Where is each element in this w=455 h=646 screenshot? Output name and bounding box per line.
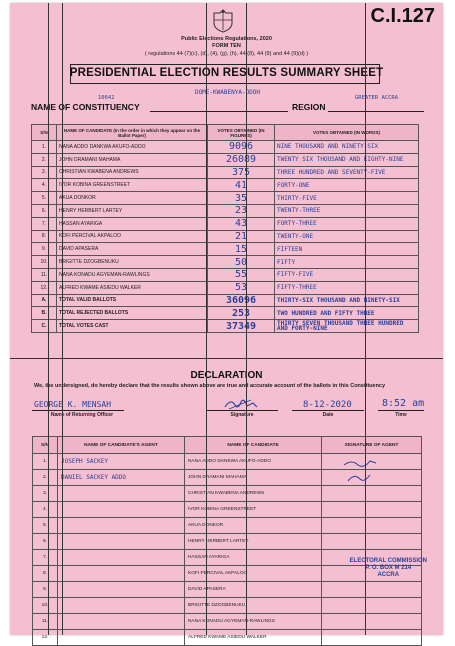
result-sn: 4. [32,179,57,192]
result-row [32,179,419,192]
agent-sn: 8. [33,566,58,582]
total-row [32,307,419,320]
result-words: FIFTY-FIVE [275,268,419,281]
agent-candidate: BRIGITTE DZOGBENUKU [185,598,322,614]
agent-name [58,582,185,598]
result-words: FIFTY [275,256,419,269]
col-agent-signature: SIGNATURE OF AGENT [322,437,422,454]
result-words: FORTY-ONE [275,179,419,192]
signature-label: Signature [230,412,254,418]
constituency-value: DOME-KWABENYA-ODOH [195,89,261,96]
col-candidate-name: NAME OF CANDIDATE (In the order in which they appear on the Ballot Paper) [57,125,208,141]
result-figures: 53 [208,281,275,294]
result-row [32,153,419,166]
result-candidate: JOHN DRAMANI MAHAMA [57,153,208,166]
agent-candidate: NANA ADDO DANKWA AKUFO-ADDO [185,454,322,470]
total-row [32,294,419,307]
regulations-title: Public Elections Regulations, 2020 [181,36,272,42]
result-row [32,243,419,256]
result-words: NINE THOUSAND AND NINETY-SIX [275,141,419,154]
agent-sn: 10. [33,598,58,614]
agent-row [33,582,422,598]
agent-candidate: JOHN DRAMANI MAHAMA [185,470,322,486]
result-words: THIRTY-FIVE [275,192,419,205]
form-code: C.I.127 [370,5,435,27]
result-row [32,217,419,230]
result-sn: 6. [32,204,57,217]
agent-signature-cell [322,630,422,646]
result-words: TWENTY-ONE [275,230,419,243]
results-summary-sheet [10,3,443,640]
agent-sn: 6. [33,534,58,550]
agent-sn: 2. [33,470,58,486]
result-words: THREE HUNDRED AND SEVENTY-FIVE [275,166,419,179]
agent-name [58,598,185,614]
agent-row [33,486,422,502]
total-figures: 253 [208,307,275,320]
declaration-time: 8:52 am [382,398,425,409]
result-candidate: ALFRED KWAME ASIEDU WALKER [57,281,208,294]
result-row [32,268,419,281]
result-figures: 26089 [208,153,275,166]
declaration-text: We, the undersigned, do hereby declare that the results shown above are true and accurate account of the ballots in this Constituency [34,383,386,389]
agent-name [58,502,185,518]
time-underline [378,410,424,411]
result-candidate: AKUA DONKOR [57,192,208,205]
agent-name: JOSEPH SACKEY [58,454,185,470]
result-sn: 1. [32,141,57,154]
agent-candidate: CHRISTIAN KWABENA ANDREWS [185,486,322,502]
fold-line-5 [365,3,366,635]
result-words: FIFTY-THREE [275,281,419,294]
agent-candidate: HASSAN AYARIGA [185,550,322,566]
constituency-code: 10642 [98,95,115,101]
agent-sn: 11. [33,614,58,630]
total-label: TOTAL VALID BALLOTS [57,294,208,307]
agent-signature-cell [322,582,422,598]
result-row [32,192,419,205]
agent-sn: 7. [33,550,58,566]
col-votes-figures: VOTES OBTAINED (IN FIGURES) [208,125,275,141]
result-figures: 50 [208,256,275,269]
result-row [32,256,419,269]
agent-signature-cell [322,534,422,550]
agent-signatures [340,457,380,487]
regulations-reference: ( regulations 44 (7)(c), (d), (4), (g), (h), 44 (8), 44 (9) and 44 (9)(d) ) [144,51,309,57]
returning-officer-signature [223,397,259,411]
declaration-date: 8-12-2020 [303,400,352,410]
agent-sn: 12. [33,630,58,646]
declaration-heading: DECLARATION [190,370,263,381]
agent-sn: 1. [33,454,58,470]
region-underline [328,111,424,112]
result-row [32,141,419,154]
result-candidate: CHRISTIAN KWABENA ANDREWS [57,166,208,179]
officer-label: Name of Returning Officer [50,412,114,418]
result-figures: 23 [208,204,275,217]
result-sn: 10. [32,256,57,269]
result-candidate: KOFI PERCIVAL AKPALOO [57,230,208,243]
time-label: Time [395,412,407,418]
agent-name [58,566,185,582]
total-figures: 37349 [208,320,275,333]
agent-signature-cell [322,598,422,614]
agent-signature-cell [322,614,422,630]
result-sn: 11. [32,268,57,281]
total-words: THIRTY SEVEN THOUSAND THREE HUNDRED AND FORTY-NINE [275,320,419,333]
total-row [32,320,419,333]
total-label: TOTAL VOTES CAST [57,320,208,333]
agent-row [33,598,422,614]
results-header-row [32,125,419,141]
result-candidate: DAVID APASERA [57,243,208,256]
total-sn: B. [32,307,57,320]
result-figures: 15 [208,243,275,256]
result-figures: 375 [208,166,275,179]
constituency-underline [150,111,288,112]
result-row [32,166,419,179]
result-sn: 9. [32,243,57,256]
date-label: Date [322,412,334,418]
fold-line-4 [246,3,247,635]
total-words: TWO HUNDRED AND FIFTY THREE [275,307,419,320]
region-label: REGION [292,102,326,112]
returning-officer-name: GEORGE K. MENSAH [34,400,112,409]
agent-name: DANIEL SACKEY ADDO [58,470,185,486]
col-sn: S/N [32,125,57,141]
result-row [32,281,419,294]
result-candidate: NANA KONADU AGYEMAN-RAWLINGS [57,268,208,281]
agent-row [33,534,422,550]
result-words: TWENTY SIX THOUSAND AND EIGHTY-NINE [275,153,419,166]
form-name: FORM TEN [212,43,241,49]
agent-candidate: AKUA DONKOR [185,518,322,534]
fold-line-3 [206,3,207,635]
page-title: PRESIDENTIAL ELECTION RESULTS SUMMARY SHEET [69,67,384,79]
date-underline [292,410,364,411]
agent-name [58,518,185,534]
stamp-line-1: ELECTORAL COMMISSION [349,558,427,564]
result-words: FORTY-THREE [275,217,419,230]
agent-row [33,630,422,646]
agent-name [58,486,185,502]
result-figures: 55 [208,268,275,281]
total-figures: 36096 [208,294,275,307]
col-agent-name: NAME OF CANDIDATE'S AGENT [58,437,185,454]
agent-name [58,550,185,566]
col-agent-sn: S/N [33,437,58,454]
result-figures: 43 [208,217,275,230]
result-sn: 8. [32,230,57,243]
agent-signature-cell [322,518,422,534]
result-figures: 9096 [208,141,275,154]
stamp-line-3: ACCRA [377,572,400,578]
result-sn: 2. [32,153,57,166]
fold-line-2 [62,3,63,635]
fold-line-horizontal [10,358,443,359]
agent-name [58,534,185,550]
result-row [32,230,419,243]
result-candidate: HENRY HERBERT LARTEY [57,204,208,217]
result-words: FIFTEEN [275,243,419,256]
result-figures: 21 [208,230,275,243]
agent-sn: 5. [33,518,58,534]
result-row [32,204,419,217]
constituency-label: NAME OF CONSTITUENCY [31,102,140,112]
result-figures: 35 [208,192,275,205]
total-sn: C. [32,320,57,333]
officer-underline [32,410,124,411]
agent-candidate: HENRY HERBERT LARTEY [185,534,322,550]
agent-name [58,630,185,646]
result-candidate: HASSAN AYARIGA [57,217,208,230]
result-sn: 7. [32,217,57,230]
stamp-line-2: P. O. BOX M 214 [365,565,412,571]
agent-candidate: IVOR KOBINA GREENSTREET [185,502,322,518]
agent-sn: 4. [33,502,58,518]
total-sn: A. [32,294,57,307]
col-agent-candidate: NAME OF CANDIDATE [185,437,322,454]
col-votes-words: VOTES OBTAINED (IN WORDS) [275,125,419,141]
region-value: GREATER ACCRA [355,95,399,101]
agent-signature-cell [322,502,422,518]
results-table [31,124,419,333]
signature-underline [206,410,278,411]
agent-candidate: KOFI PERCIVAL AKPALOO [185,566,322,582]
electoral-commission-stamp [350,558,427,579]
coat-of-arms-icon [210,9,236,33]
agent-row [33,518,422,534]
fold-line-1 [48,3,49,635]
agent-candidate: NANA KONADU AGYEMAN-RAWLINGS [185,614,322,630]
total-label: TOTAL REJECTED BALLOTS [57,307,208,320]
agent-candidate: ALFRED KWAME ASIEDU WALKER [185,630,322,646]
result-sn: 12. [32,281,57,294]
result-candidate: IVOR KOBINA GREENSTREET [57,179,208,192]
agent-row [33,614,422,630]
agent-signature-cell [322,486,422,502]
agent-sn: 3. [33,486,58,502]
agents-header-row [33,437,422,454]
result-words: TWENTY-THREE [275,204,419,217]
agent-name [58,614,185,630]
result-sn: 3. [32,166,57,179]
result-figures: 41 [208,179,275,192]
total-words: THIRTY-SIX THOUSAND AND NINETY-SIX [275,294,419,307]
result-candidate: BRIGITTE DZOGBENUKU [57,256,208,269]
agent-candidate: DAVID APASERA [185,582,322,598]
result-candidate: NANA ADDO DANKWA AKUFO-ADDO [57,141,208,154]
result-sn: 5. [32,192,57,205]
agent-sn: 9. [33,582,58,598]
agent-row [33,502,422,518]
